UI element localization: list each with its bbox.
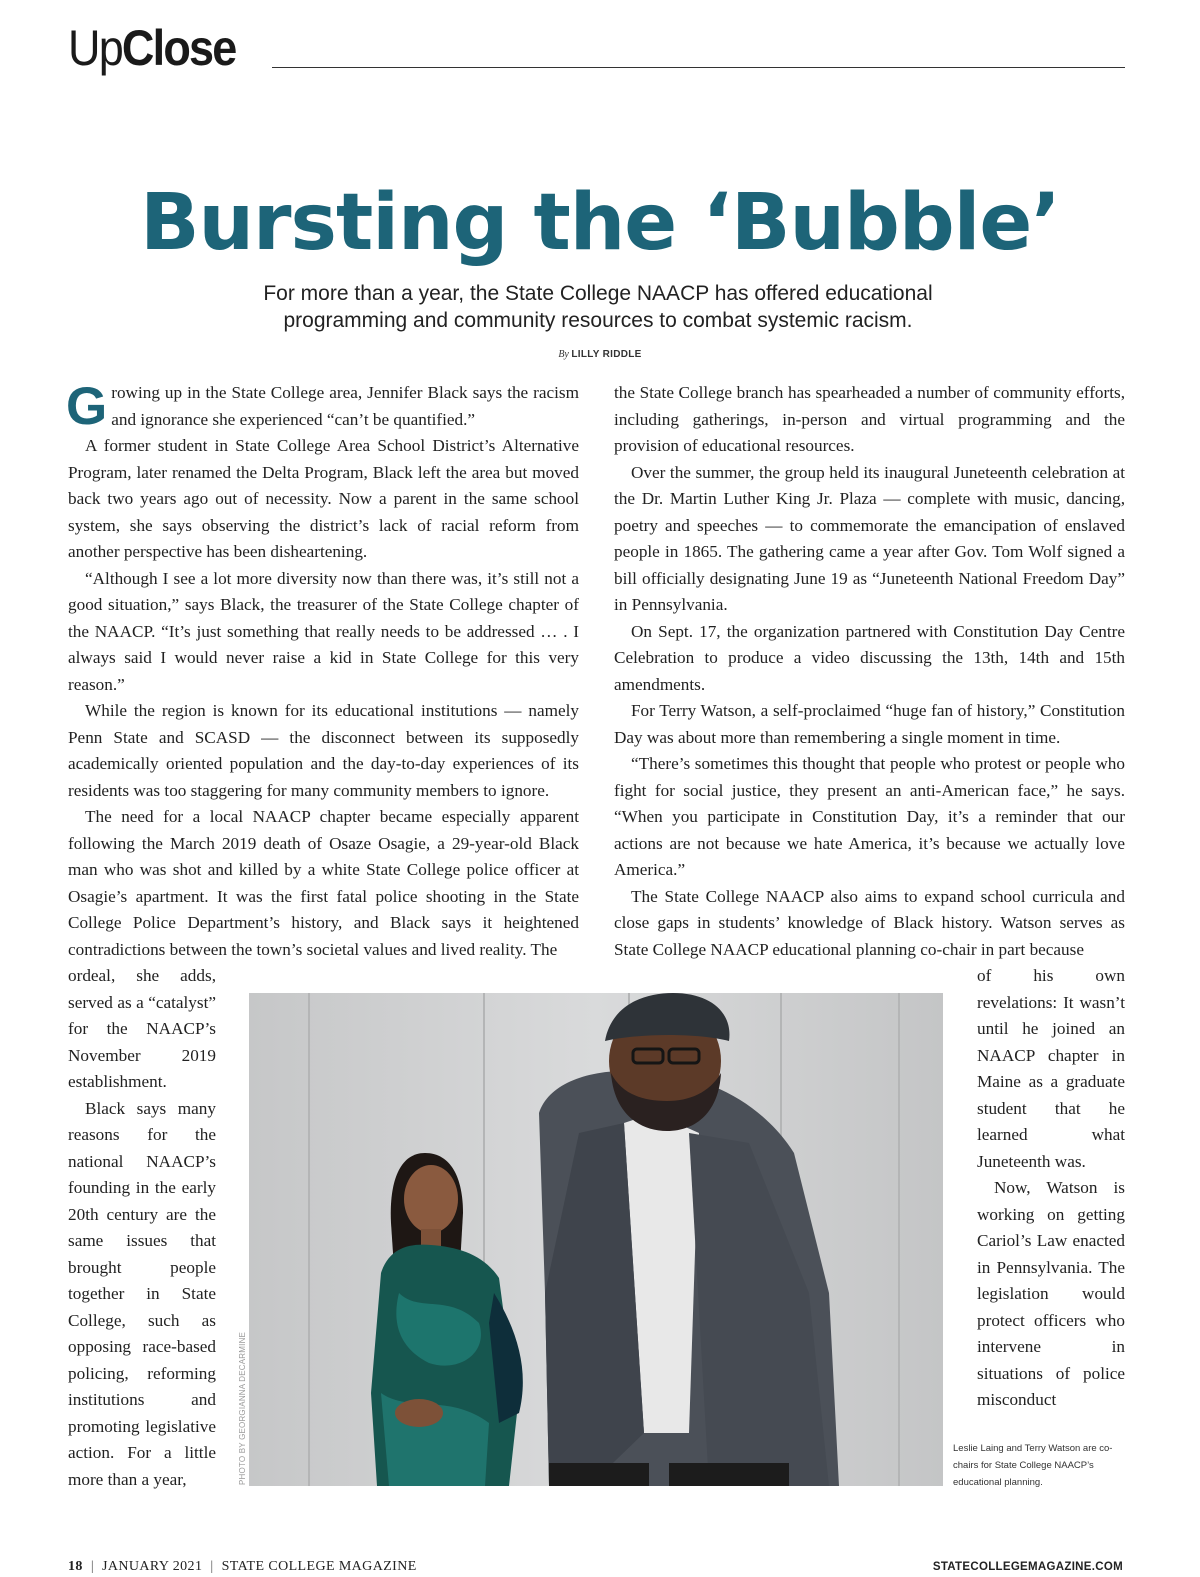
paragraph: The need for a local NAACP chapter became especially apparent following the March 2019 death of Osaze Osagie, a 29-year-old Black man who was shot and killed by a white State College police officer at Osagie’s apartment. It was the first fatal police shooting in the State College Police Department’s history, and Black says it heightened contradictions between the town’s societal values and lived reality. The — [68, 807, 579, 959]
headline: Bursting the ‘Bubble’ — [140, 178, 1060, 268]
header-rule — [272, 67, 1125, 68]
byline — [0, 349, 1200, 360]
article-photo — [249, 993, 943, 1486]
paragraph: Now, Watson is working on getting Cariol’s Law enacted in Pennsylvania. The legislation would protect officers who intervene in situations of police misconduct — [977, 1178, 1125, 1409]
body-column-right-narrow — [977, 963, 1125, 1414]
paragraph: Over the summer, the group held its inaugural Juneteenth celebration at the Dr. Martin Luther King Jr. Plaza — complete with music, dancing, poetry and speeches — to commemorate the emancipation of enslaved people in 1865. The gathering came a year after Gov. Tom Wolf signed a bill officially designating June 19 as “Juneteenth National Freedom Day” in Pennsylvania. — [614, 462, 1125, 614]
photo-illustration — [249, 993, 943, 1486]
byline-prefix: By — [558, 349, 569, 360]
deck-line: For more than a year, the State College NAACP has offered educational — [263, 282, 933, 305]
paragraph-text: rowing up in the State College area, Jennifer Black says the racism and ignorance she experienced “can’t be quantified.” — [111, 383, 579, 429]
paragraph: of his own revelations: It wasn’t until he joined an NAACP chapter in Maine as a graduate student that he learned what Juneteenth was. — [977, 966, 1125, 1171]
paragraph: A former student in State College Area School District’s Alternative Program, later renamed the Delta Program, Black left the area but moved back two years ago out of necessity. Now a parent in the same school system, she says observing the district’s lack of racial reform from another perspective has been disheartening. — [68, 436, 579, 561]
paragraph: the State College branch has spearheaded a number of community efforts, including gatherings, in-person and virtual programming and the provision of educational resources. — [614, 383, 1125, 455]
byline-author: LILLY RIDDLE — [571, 349, 642, 360]
body-column-right — [614, 380, 1125, 963]
folio-separator: | — [210, 1559, 214, 1574]
page-number: 18 — [68, 1559, 83, 1574]
website-link[interactable]: STATECOLLEGEMAGAZINE.COM — [932, 1561, 1123, 1573]
paragraph: “Although I see a lot more diversity now than there was, it’s still not a good situation,” says Black, the treasurer of the State College chapter of the NAACP. “It’s just something that really needs to be addressed … . I always said I would never raise a kid in State College for this very reason.” — [68, 568, 579, 694]
folio-separator: | — [90, 1559, 95, 1574]
deck — [200, 280, 996, 334]
photo-credit: PHOTO BY GEORGIANNA DECARMINE — [238, 1331, 247, 1485]
paragraph — [66, 377, 579, 436]
footer-folio — [68, 1557, 417, 1577]
issue-date: JANUARY 2021 — [102, 1559, 203, 1574]
paragraph: On Sept. 17, the organization partnered with Constitution Day Centre Celebration to produce a video discussing the 13th, 14th and 15th amendments. — [614, 621, 1125, 694]
section-label — [68, 18, 235, 78]
paragraph: “There’s sometimes this thought that people who protest or people who fight for social justice, they present an anti-American face,” he says. “When you participate in Constitution Day, it’s a reminder that our actions are not because we hate America, it’s because we actually love America.” — [614, 754, 1125, 879]
body-column-left-narrow — [68, 963, 216, 1493]
section-label-light: Up — [68, 20, 122, 76]
body-column-left — [66, 377, 579, 963]
paragraph: For Terry Watson, a self-proclaimed “huge fan of history,” Constitution Day was about more than remembering a single moment in time. — [614, 701, 1125, 747]
paragraph: Black says many reasons for the national NAACP’s founding in the early 20th century are the same issues that brought people together in State College, such as opposing race-based policing, reforming institutions and promoting legislative action. For a little more than a year, — [68, 1098, 216, 1489]
drop-cap: G — [66, 377, 108, 436]
paragraph: The State College NAACP also aims to expand school curricula and close gaps in students’ knowledge of Black history. Watson serves as State College NAACP educational planning co-chair in part because — [614, 886, 1125, 959]
paragraph: ordeal, she adds, served as a “catalyst” for the NAACP’s November 2019 establishment. — [68, 966, 216, 1091]
deck-line: programming and community resources to combat systemic racism. — [283, 309, 913, 332]
section-label-bold: Close — [121, 20, 236, 76]
photo-caption: Leslie Laing and Terry Watson are co-chairs for State College NAACP’s educational planning. — [953, 1443, 1113, 1488]
publication-name: STATE COLLEGE MAGAZINE — [221, 1559, 417, 1574]
paragraph: While the region is known for its educational institutions — namely Penn State and SCASD — the disconnect between its supposedly academically oriented population and the day-to-day experiences of its residents was too staggering for many community members to ignore. — [68, 701, 579, 800]
